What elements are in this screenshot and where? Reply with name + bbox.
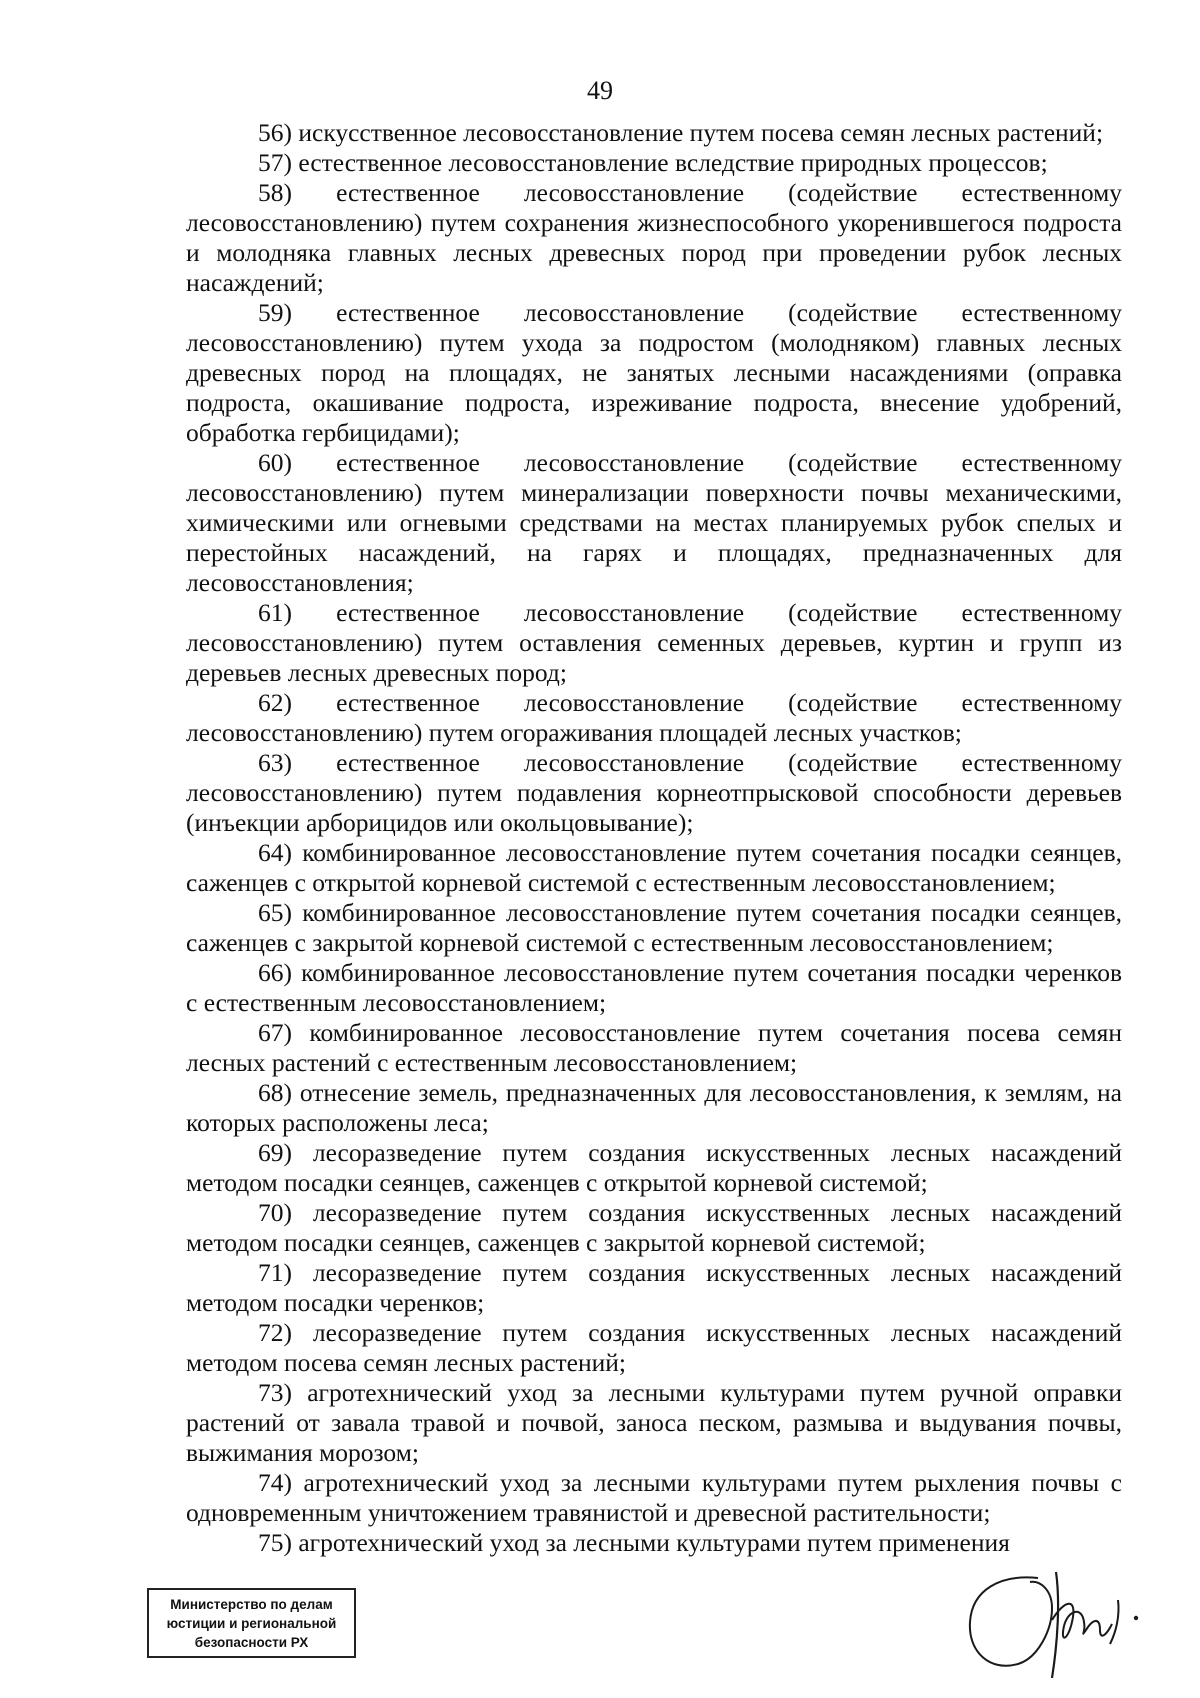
list-item: 68) отнесение земель, предназначенных для лесовосстановления, к землям, на которых расположены леса; <box>186 1078 1122 1137</box>
list-item: 66) комбинированное лесовосстановление путем сочетания посадки черенков с естественным лесовосстановлением; <box>186 958 1122 1017</box>
stamp-line: юстиции и региональной <box>166 1616 337 1631</box>
list-item: 69) лесоразведение путем создания искусственных лесных насаждений методом посадки сеянцев, саженцев с открытой корневой системой; <box>186 1138 1122 1197</box>
stamp-line: Министерство по делам <box>170 1597 333 1612</box>
list-item: 67) комбинированное лесовосстановление путем сочетания посева семян лесных растений с естественным лесовосстановлением; <box>186 1018 1122 1077</box>
list-item: 70) лесоразведение путем создания искусственных лесных насаждений методом посадки сеянцев, саженцев с закрытой корневой системой; <box>186 1198 1122 1257</box>
list-item: 71) лесоразведение путем создания искусственных лесных насаждений методом посадки черенков; <box>186 1258 1122 1317</box>
document-body <box>186 118 1122 1558</box>
registration-stamp <box>147 1588 356 1658</box>
list-item: 74) агротехнический уход за лесными культурами путем рыхления почвы с одновременным уничтожением травянистой и древесной растительности; <box>186 1468 1122 1527</box>
list-item: 72) лесоразведение путем создания искусственных лесных насаждений методом посева семян лесных растений; <box>186 1318 1122 1377</box>
list-item: 73) агротехнический уход за лесными культурами путем ручной оправки растений от завала травой и почвой, заноса песком, размыва и выдувания почвы, выжимания морозом; <box>186 1378 1122 1467</box>
list-item: 65) комбинированное лесовосстановление путем сочетания посадки сеянцев, саженцев с закрытой корневой системой с естественным лесовосстановлением; <box>186 898 1122 957</box>
list-item: 61) естественное лесовосстановление (содействие естественному лесовосстановлению) путем оставления семенных деревьев, куртин и групп из деревьев лесных древесных пород; <box>186 598 1122 687</box>
list-item: 75) агротехнический уход за лесными культурами путем применения <box>258 1528 1010 1557</box>
list-item: 64) комбинированное лесовосстановление путем сочетания посадки сеянцев, саженцев с открытой корневой системой с естественным лесовосстановлением; <box>186 838 1122 897</box>
stamp-line: безопасности РХ <box>194 1635 309 1650</box>
list-item: 56) искусственное лесовосстановление путем посева семян лесных растений; <box>258 118 1104 147</box>
page-number: 49 <box>587 76 613 105</box>
list-item: 58) естественное лесовосстановление (содействие естественному лесовосстановлению) путем сохранения жизнеспособного укоренившегося подроста и молодняка главных лесных древесных пород при проведении рубок лесных насаждений; <box>186 178 1122 297</box>
list-item: 57) естественное лесовосстановление вследствие природных процессов; <box>258 148 1048 177</box>
list-item: 59) естественное лесовосстановление (содействие естественному лесовосстановлению) путем ухода за подростом (молодняком) главных лесных древесных пород на площадях, не занятых лесными насаждениями (оправка подроста, окашивание подроста, изреживание подроста, внесение удобрений, обработка гербицидами); <box>186 298 1122 447</box>
list-item: 63) естественное лесовосстановление (содействие естественному лесовосстановлению) путем подавления корнеотпрысковой способности деревьев (инъекции арборицидов или окольцовывание); <box>186 748 1122 837</box>
list-item: 62) естественное лесовосстановление (содействие естественному лесовосстановлению) путем огораживания площадей лесных участков; <box>186 688 1122 747</box>
signature-image <box>960 1560 1180 1690</box>
list-item: 60) естественное лесовосстановление (содействие естественному лесовосстановлению) путем минерализации поверхности почвы механическими, химическими или огневыми средствами на местах планируемых рубок спелых и перестойных насаждений, на гарях и площадях, предназначенных для лесовосстановления; <box>186 448 1122 597</box>
